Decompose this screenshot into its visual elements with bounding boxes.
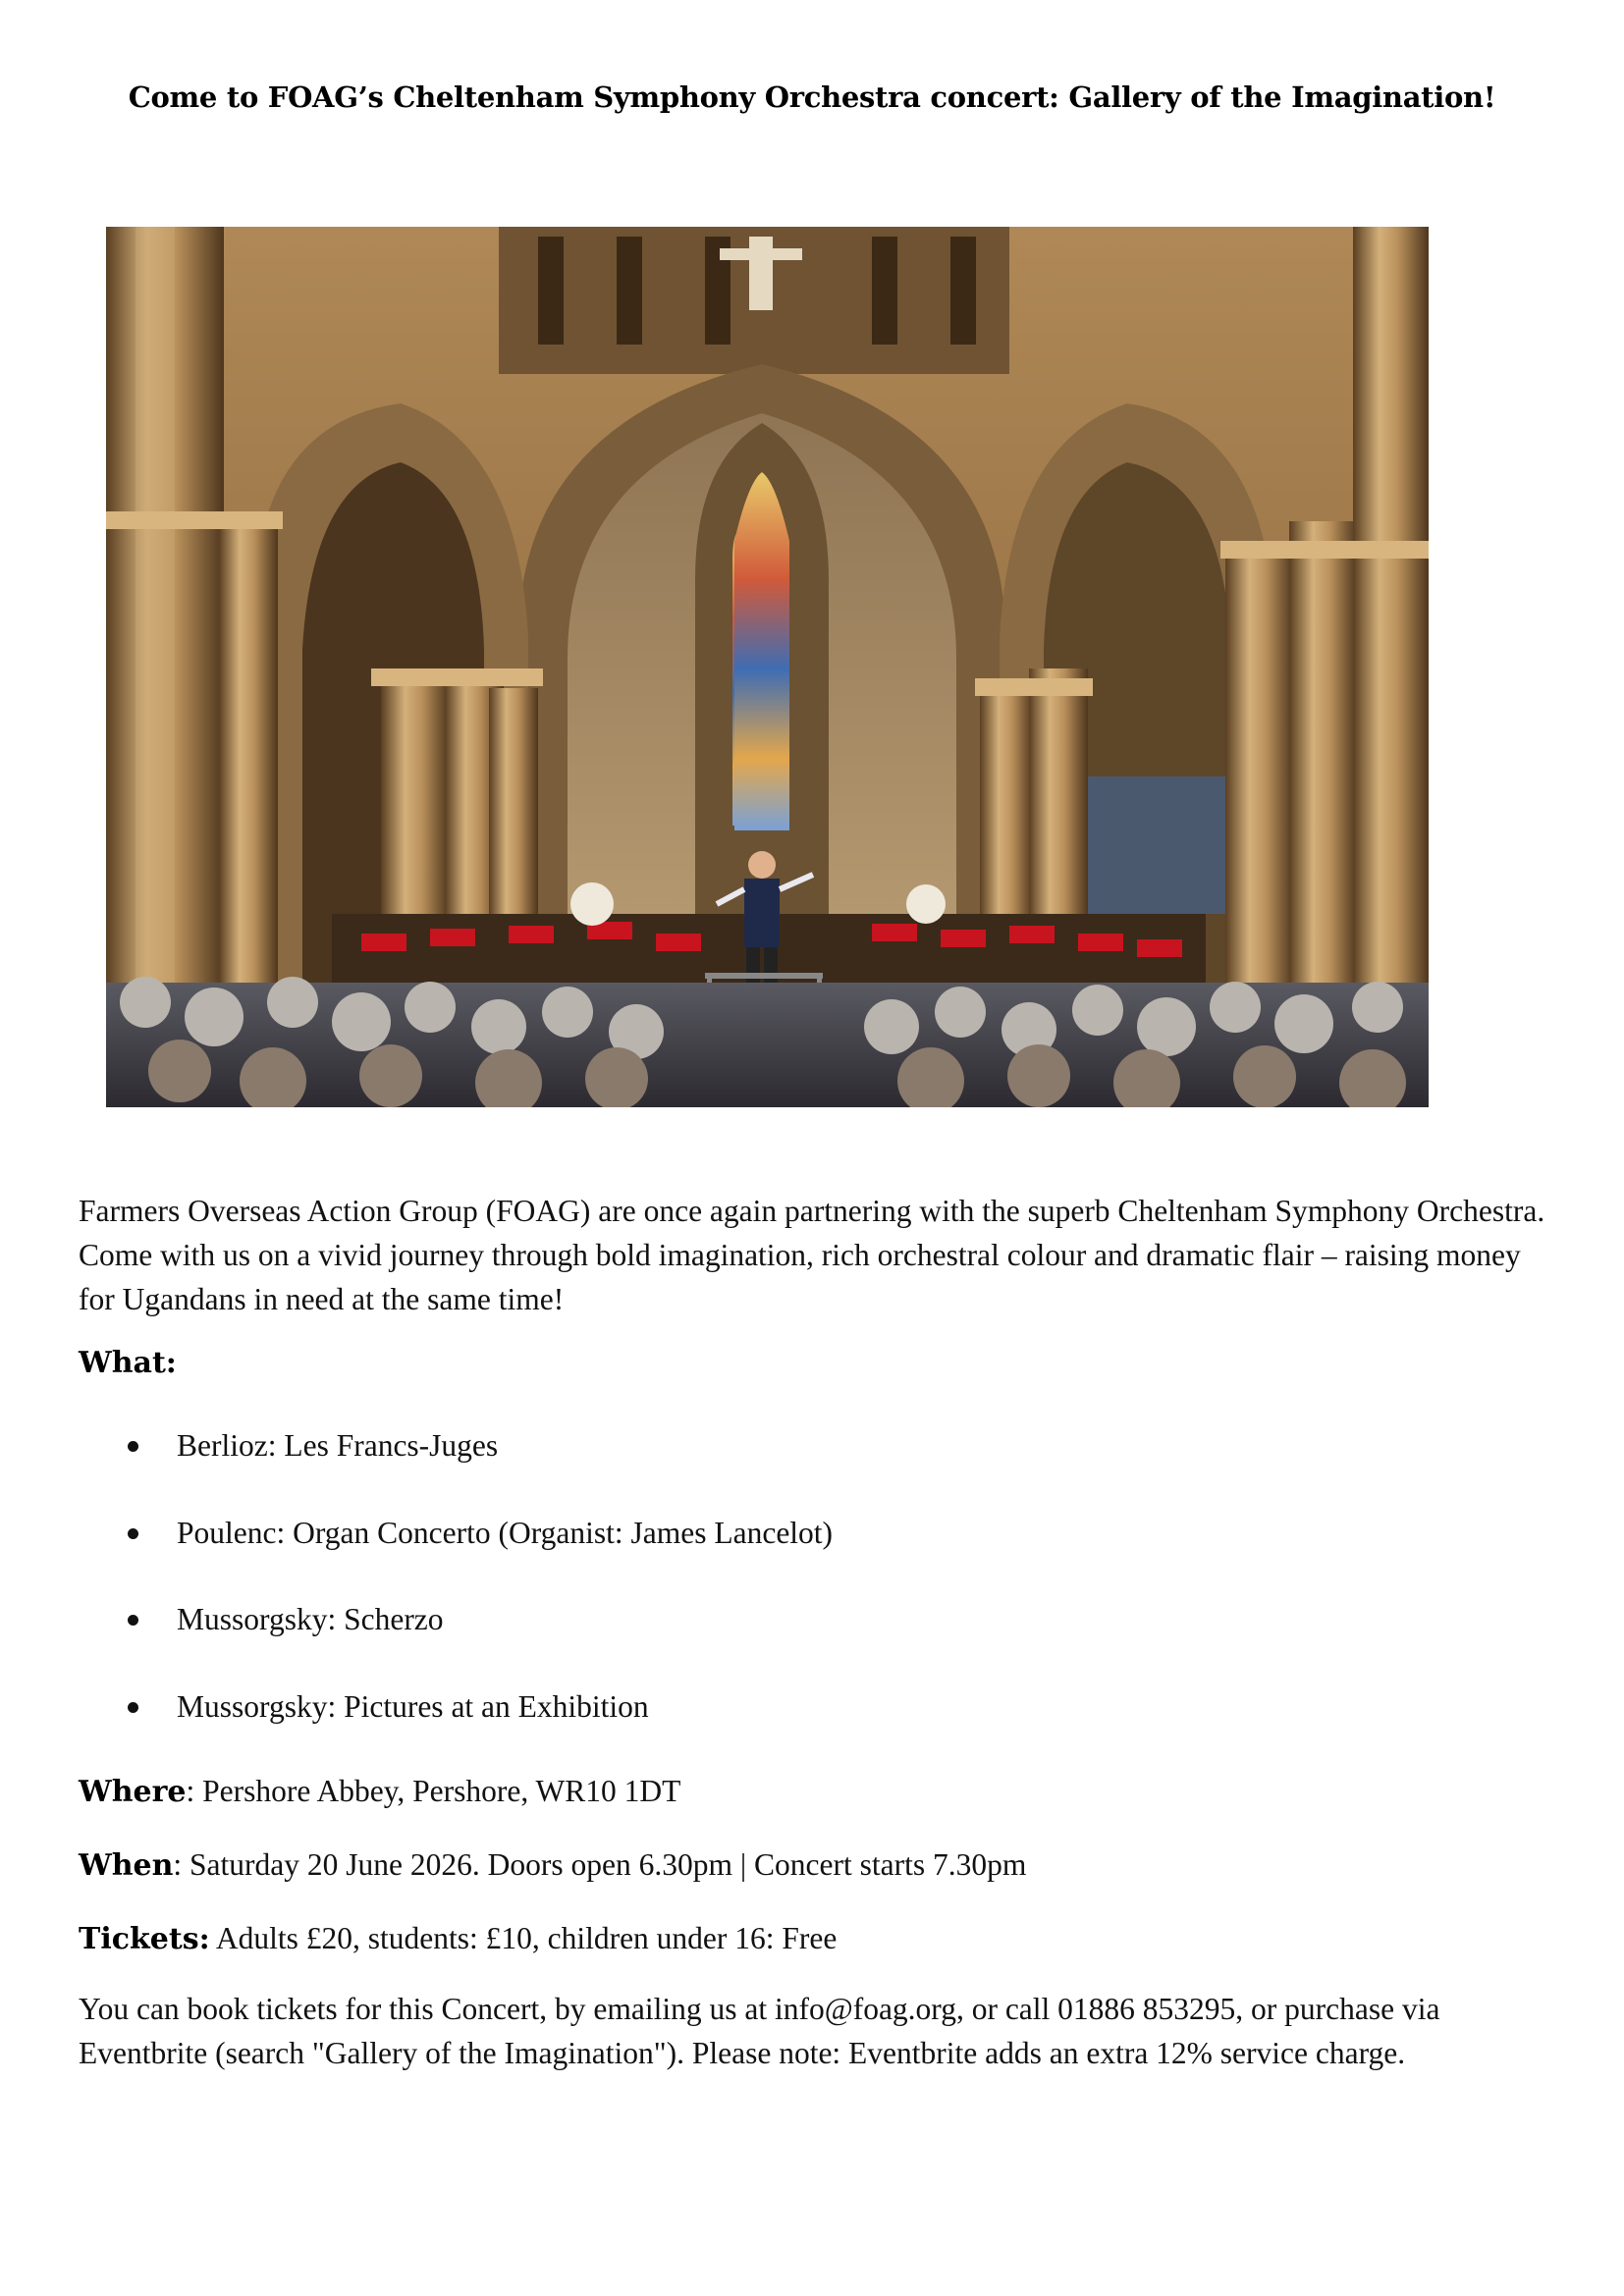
list-item — [79, 1597, 833, 1684]
where-value: : Pershore Abbey, Pershore, WR10 1DT — [186, 1774, 681, 1808]
tickets-value: Adults £20, students: £10, children under 16: Free — [209, 1921, 838, 1955]
where-label: Where — [79, 1775, 187, 1809]
concert-photo — [106, 227, 1429, 1107]
where-line — [79, 1769, 680, 1814]
programme-item-text: Berlioz: Les Francs-Juges — [177, 1428, 499, 1463]
programme-list — [79, 1423, 833, 1771]
when-label: When — [79, 1848, 174, 1883]
list-item — [79, 1423, 833, 1511]
tickets-label: Tickets: — [79, 1922, 210, 1956]
tickets-line — [79, 1916, 837, 1961]
abbey-orchestra-illustration — [106, 227, 1429, 1107]
when-value: : Saturday 20 June 2026. Doors open 6.30pm | Concert starts 7.30pm — [173, 1847, 1027, 1882]
bullet-icon — [128, 1702, 138, 1713]
when-line — [79, 1842, 1026, 1888]
bullet-icon — [128, 1528, 138, 1539]
page-title: Come to FOAG’s Cheltenham Symphony Orchestra concert: Gallery of the Imagination! — [128, 80, 1496, 114]
booking-paragraph: You can book tickets for this Concert, by emailing us at info@foag.org, or call 01886 853295, or purchase via Eventbrite (search "Gallery of the Imagination"). Please note: Eventbrite adds an extra 12% service charge. — [79, 1992, 1440, 2070]
list-item — [79, 1511, 833, 1598]
bullet-icon — [128, 1615, 138, 1626]
programme-item-text: Mussorgsky: Scherzo — [177, 1602, 444, 1636]
bullet-icon — [128, 1441, 138, 1452]
programme-item-text: Poulenc: Organ Concerto (Organist: James Lancelot) — [177, 1515, 834, 1550]
what-heading: What: — [79, 1346, 177, 1380]
programme-item-text: Mussorgsky: Pictures at an Exhibition — [177, 1688, 649, 1724]
intro-paragraph: Farmers Overseas Action Group (FOAG) are once again partnering with the superb Cheltenham Symphony Orchestra. Come with us on a vivid journey through bold imagination, rich orchestral colour and dramatic flair – raising money for Ugandans in need at the same time! — [79, 1194, 1545, 1316]
list-item — [79, 1684, 833, 1772]
